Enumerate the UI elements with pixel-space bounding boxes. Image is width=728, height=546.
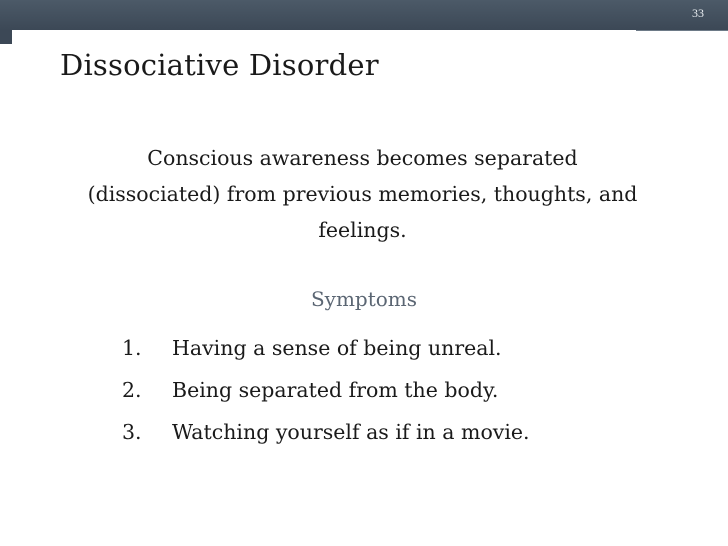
slide-title: Dissociative Disorder [60, 48, 379, 82]
slide-number: 33 [692, 6, 704, 20]
list-item-number: 1. [122, 336, 142, 360]
definition-text: Conscious awareness becomes separated (dissociated) from previous memories, thoughts, and feelings. [87, 146, 638, 242]
header-rule [636, 30, 728, 31]
symptoms-heading: Symptoms [310, 287, 418, 311]
list-item [122, 336, 682, 378]
symptom-list [122, 336, 682, 462]
corner-tab [0, 30, 12, 44]
list-item-number: 3. [122, 420, 142, 444]
list-item [122, 420, 682, 462]
list-item-text: Having a sense of being unreal. [172, 336, 502, 360]
header-band [0, 0, 728, 30]
list-item-number: 2. [122, 378, 142, 402]
list-item-text: Being separated from the body. [172, 378, 499, 402]
list-item-text: Watching yourself as if in a movie. [172, 420, 530, 444]
list-item [122, 378, 682, 420]
